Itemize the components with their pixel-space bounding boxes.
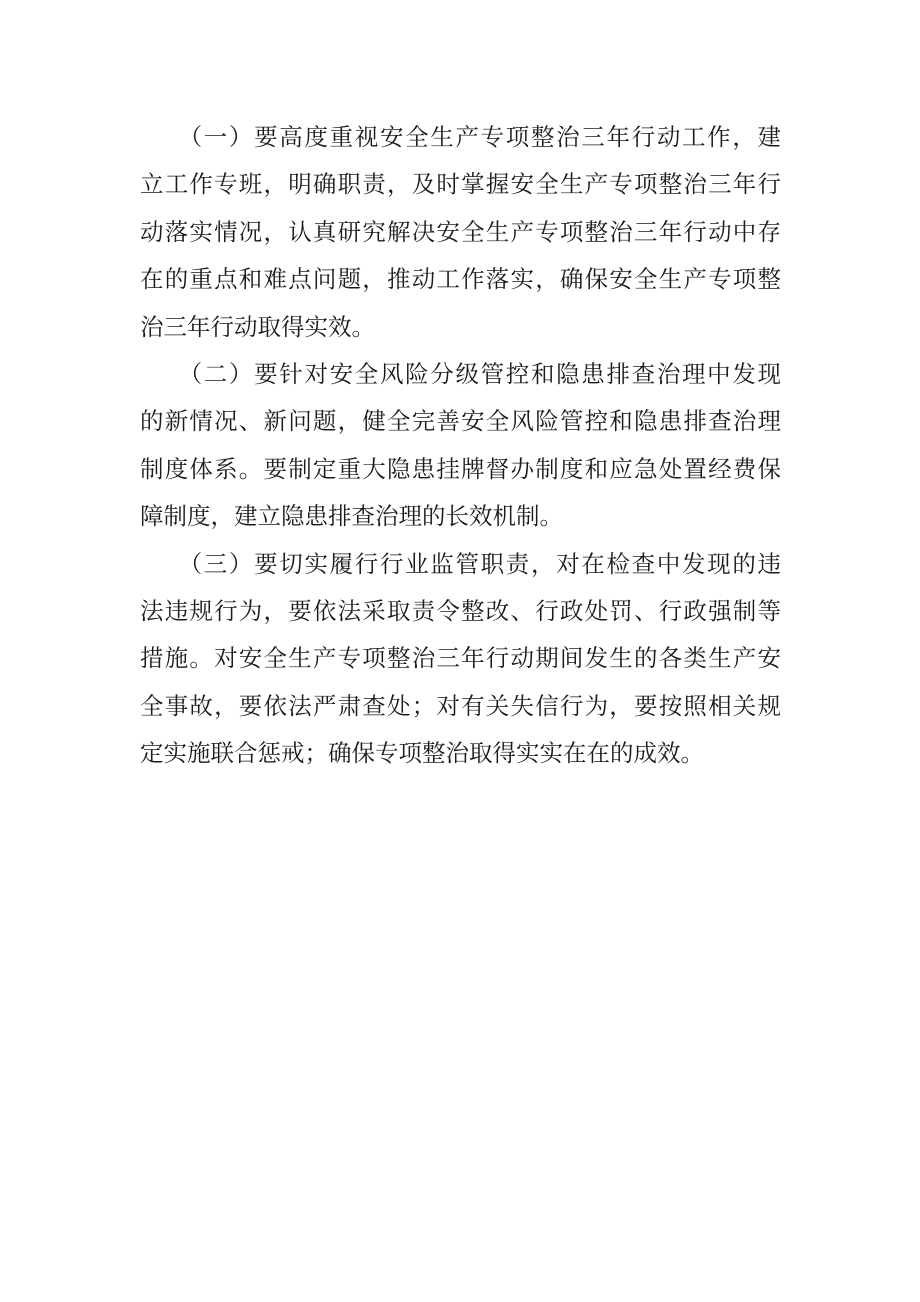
paragraph-line: 定实施联合惩戒；确保专项整治取得实实在在的成效。 [140, 739, 704, 768]
document-body [140, 114, 781, 777]
paragraph-2 [140, 351, 781, 541]
paragraph-line: （二）要针对安全风险分级管控和隐患排查治理中发现 [140, 359, 781, 388]
paragraph-line: 立工作专班，明确职责，及时掌握安全生产专项整治三年行 [140, 170, 781, 199]
paragraph-line: （三）要切实履行行业监管职责，对在检查中发现的违 [140, 549, 781, 578]
paragraph-line: 治三年行动取得实效。 [140, 312, 375, 341]
paragraph-line: 措施。对安全生产专项整治三年行动期间发生的各类生产安 [140, 644, 781, 673]
paragraph-line: 制度体系。要制定重大隐患挂牌督办制度和应急处置经费保 [140, 454, 781, 483]
paragraph-3 [140, 541, 781, 778]
paragraph-line: 动落实情况，认真研究解决安全生产专项整治三年行动中存 [140, 217, 781, 246]
paragraph-line: （一）要高度重视安全生产专项整治三年行动工作，建 [140, 123, 781, 151]
paragraph-line: 的新情况、新问题，健全完善安全风险管控和隐患排查治理 [140, 407, 781, 436]
paragraph-1 [140, 114, 781, 351]
paragraph-line: 全事故，要依法严肃查处；对有关失信行为，要按照相关规 [140, 691, 781, 720]
paragraph-line: 在的重点和难点问题，推动工作落实，确保安全生产专项整 [140, 265, 781, 294]
paragraph-line: 障制度，建立隐患排查治理的长效机制。 [140, 502, 563, 531]
paragraph-line: 法违规行为，要依法采取责令整改、行政处罚、行政强制等 [140, 596, 781, 625]
